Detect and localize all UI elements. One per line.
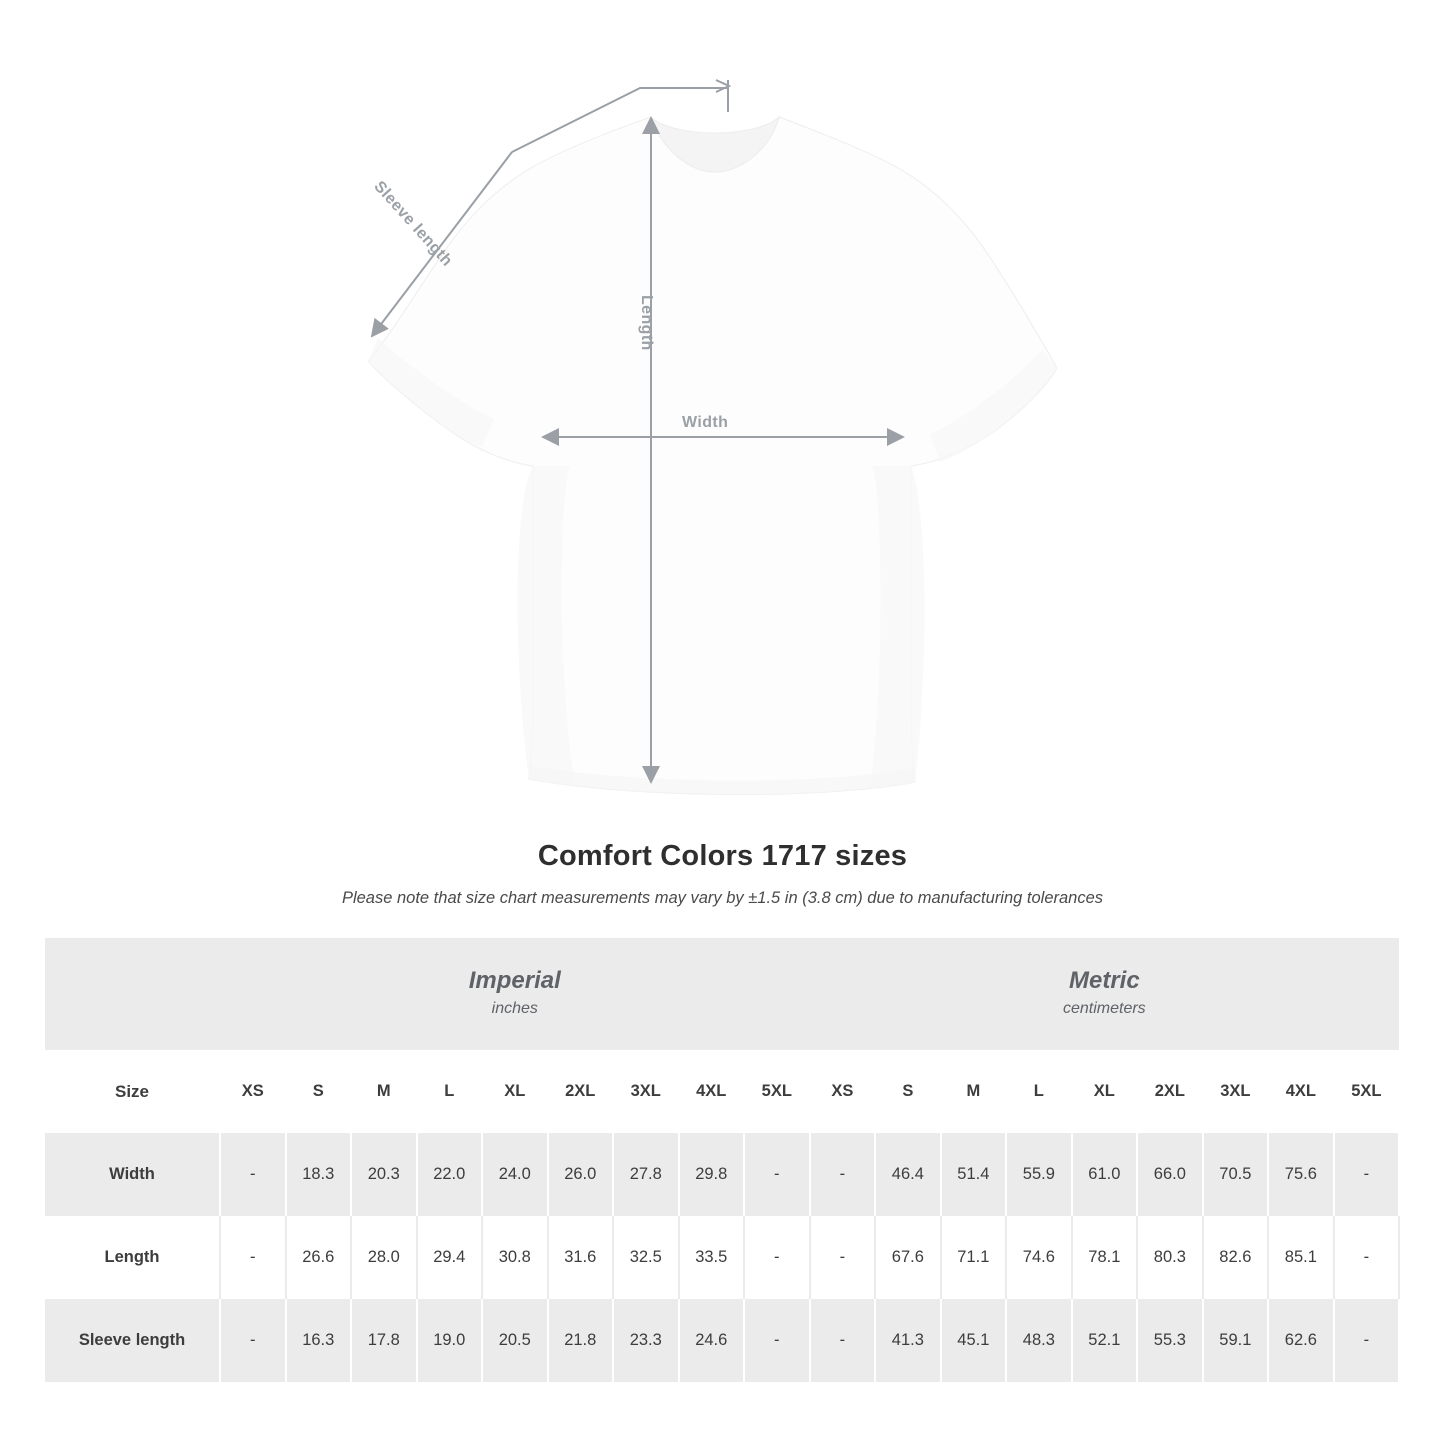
unit-group-spacer	[45, 938, 220, 1050]
header-cell: L	[1006, 1050, 1072, 1133]
table-header-row	[45, 1050, 1399, 1133]
data-cell: 27.8	[613, 1133, 679, 1216]
data-cell: 66.0	[1137, 1133, 1203, 1216]
data-cell: 74.6	[1006, 1216, 1072, 1299]
imperial-label: Imperial	[468, 967, 561, 995]
header-cell: L	[417, 1050, 483, 1133]
header-cell: S	[875, 1050, 941, 1133]
data-cell: -	[1334, 1299, 1400, 1382]
header-cell: 4XL	[679, 1050, 745, 1133]
data-cell: 28.0	[351, 1216, 417, 1299]
data-cell: 52.1	[1072, 1299, 1138, 1382]
data-cell: 30.8	[482, 1216, 548, 1299]
row-label: Width	[45, 1133, 220, 1216]
data-cell: 71.1	[941, 1216, 1007, 1299]
data-cell: 22.0	[417, 1133, 483, 1216]
table-row	[45, 1216, 1399, 1299]
header-cell: 2XL	[1137, 1050, 1203, 1133]
data-cell: 78.1	[1072, 1216, 1138, 1299]
data-cell: 24.6	[679, 1299, 745, 1382]
imperial-sublabel: inches	[491, 1000, 538, 1018]
data-cell: 80.3	[1137, 1216, 1203, 1299]
data-cell: 55.9	[1006, 1133, 1072, 1216]
header-cell: M	[941, 1050, 1007, 1133]
header-cell: XL	[482, 1050, 548, 1133]
data-cell: 59.1	[1203, 1299, 1269, 1382]
unit-group-imperial	[220, 938, 810, 1050]
data-cell: 20.5	[482, 1299, 548, 1382]
header-cell: XL	[1072, 1050, 1138, 1133]
data-cell: 17.8	[351, 1299, 417, 1382]
header-cell: M	[351, 1050, 417, 1133]
data-cell: -	[220, 1133, 286, 1216]
data-cell: 70.5	[1203, 1133, 1269, 1216]
width-dimension-label: Width	[682, 414, 729, 431]
size-table	[45, 938, 1400, 1382]
data-cell: -	[220, 1216, 286, 1299]
data-cell: 24.0	[482, 1133, 548, 1216]
header-cell: 2XL	[548, 1050, 614, 1133]
header-cell: S	[286, 1050, 352, 1133]
data-cell: -	[220, 1299, 286, 1382]
data-cell: 19.0	[417, 1299, 483, 1382]
data-cell: 31.6	[548, 1216, 614, 1299]
data-cell: 26.0	[548, 1133, 614, 1216]
data-cell: -	[810, 1133, 876, 1216]
data-cell: 67.6	[875, 1216, 941, 1299]
metric-label: Metric	[1068, 967, 1140, 995]
data-cell: 20.3	[351, 1133, 417, 1216]
header-cell: 5XL	[1334, 1050, 1400, 1133]
header-cell: 3XL	[1203, 1050, 1269, 1133]
data-cell: 29.4	[417, 1216, 483, 1299]
data-cell: 55.3	[1137, 1299, 1203, 1382]
data-cell: 62.6	[1268, 1299, 1334, 1382]
page-title: Comfort Colors 1717 sizes	[537, 840, 908, 872]
unit-group-metric	[810, 938, 1400, 1050]
data-cell: 16.3	[286, 1299, 352, 1382]
data-cell: 45.1	[941, 1299, 1007, 1382]
header-cell: XS	[220, 1050, 286, 1133]
sleeve-length-dimension-label: Sleeve length	[370, 178, 456, 270]
data-cell: 51.4	[941, 1133, 1007, 1216]
unit-group-row	[45, 938, 1399, 1050]
header-cell: 4XL	[1268, 1050, 1334, 1133]
data-cell: 23.3	[613, 1299, 679, 1382]
header-cell: 5XL	[744, 1050, 810, 1133]
data-cell: -	[1334, 1133, 1400, 1216]
header-cell: XS	[810, 1050, 876, 1133]
data-cell: -	[810, 1216, 876, 1299]
data-cell: 41.3	[875, 1299, 941, 1382]
tolerance-note: Please note that size chart measurements may vary by ±1.5 in (3.8 cm) due to manufacturing tolerances	[341, 889, 1104, 907]
data-cell: -	[744, 1216, 810, 1299]
data-cell: 29.8	[679, 1133, 745, 1216]
data-cell: 85.1	[1268, 1216, 1334, 1299]
data-cell: 46.4	[875, 1133, 941, 1216]
data-cell: 82.6	[1203, 1216, 1269, 1299]
data-cell: 61.0	[1072, 1133, 1138, 1216]
data-cell: 75.6	[1268, 1133, 1334, 1216]
row-label: Length	[45, 1216, 220, 1299]
row-label: Sleeve length	[45, 1299, 220, 1382]
header-size: Size	[45, 1050, 220, 1133]
header-cell: 3XL	[613, 1050, 679, 1133]
data-cell: 18.3	[286, 1133, 352, 1216]
metric-sublabel: centimeters	[1062, 1000, 1146, 1018]
data-cell: -	[1334, 1216, 1400, 1299]
data-cell: 32.5	[613, 1216, 679, 1299]
data-cell: -	[744, 1299, 810, 1382]
chart-heading	[0, 840, 1445, 908]
data-cell: 26.6	[286, 1216, 352, 1299]
data-cell: 48.3	[1006, 1299, 1072, 1382]
length-dimension-label: Length	[638, 295, 655, 351]
table-row	[45, 1299, 1399, 1382]
size-table-wrapper	[45, 938, 1400, 1382]
data-cell: -	[744, 1133, 810, 1216]
table-row	[45, 1133, 1399, 1216]
data-cell: 33.5	[679, 1216, 745, 1299]
data-cell: 21.8	[548, 1299, 614, 1382]
data-cell: -	[810, 1299, 876, 1382]
